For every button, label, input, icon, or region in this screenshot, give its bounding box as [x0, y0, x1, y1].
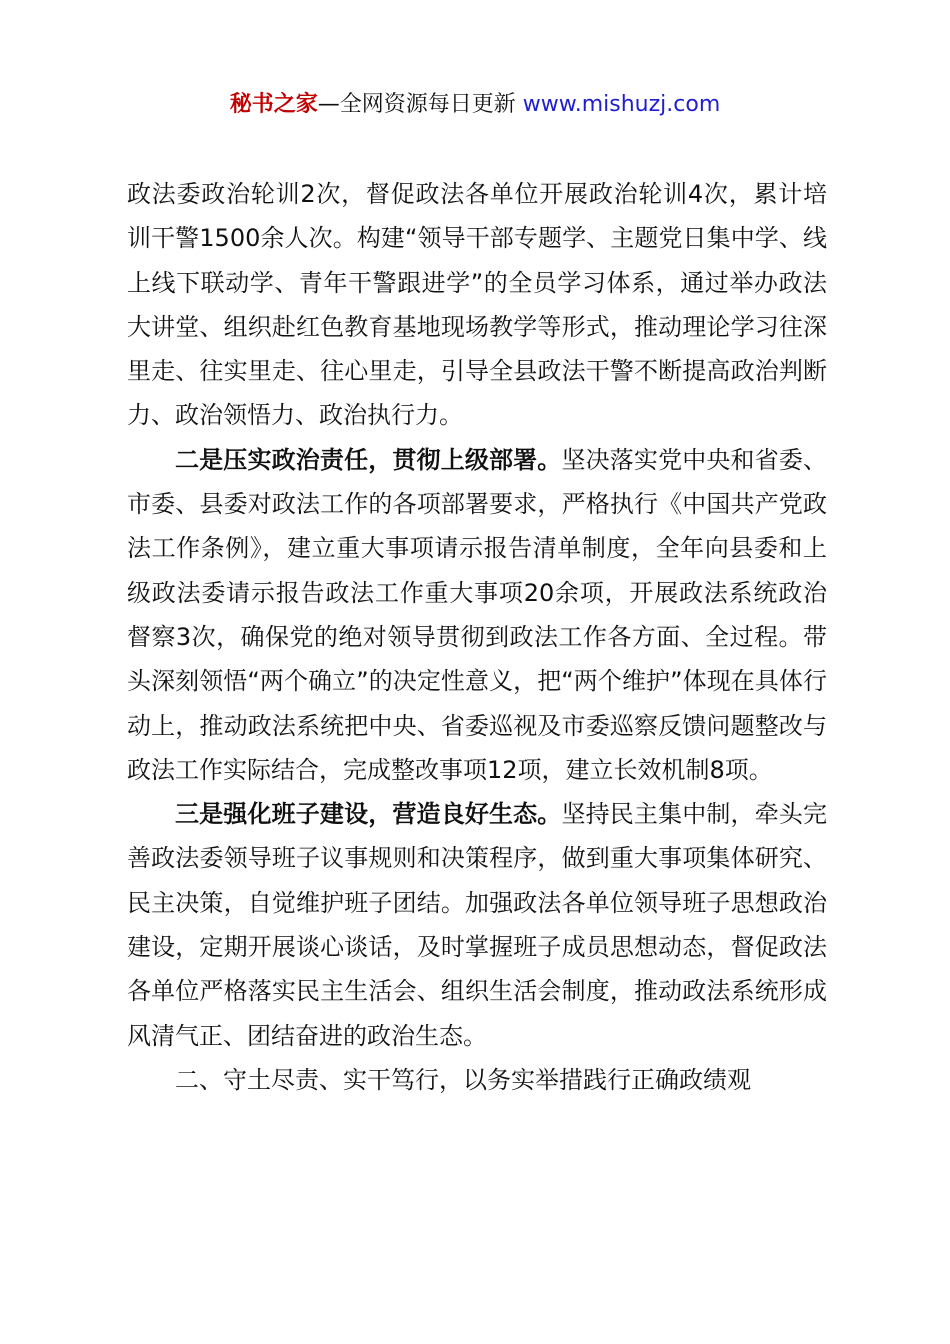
document-body — [127, 172, 827, 1102]
paragraph-political-responsibility — [127, 438, 827, 792]
section-heading — [127, 1058, 827, 1102]
section-heading-text: 二、守土尽责、实干笃行，以务实举措践行正确政绩观 — [175, 1065, 751, 1094]
site-url[interactable]: www.mishuzj.com — [522, 92, 721, 117]
paragraph-lead: 二是压实政治责任，贯彻上级部署。 — [175, 445, 562, 474]
paragraph-team-building — [127, 792, 827, 1058]
site-header — [0, 88, 950, 122]
site-brand: 秘书之家 — [229, 92, 318, 117]
site-tagline: —全网资源每日更新 — [317, 92, 516, 117]
paragraph-text: 政法委政治轮训2次，督促政法各单位开展政治轮训4次，累计培训干警1500余人次。构建“领导干部专题学、主题党日集中学、线上线下联动学、青年干警跟进学”的全员学习体系，通过举办政法大讲堂、组织赴红色教育基地现场教学等形式，推动理论学习往深里走、往实里走、往心里走，引导全县政法干警不断提高政治判断力、政治领悟力、政治执行力。 — [127, 180, 827, 430]
paragraph-text: 坚决落实党中央和省委、市委、县委对政法工作的各项部署要求，严格执行《中国共产党政法工作条例》，建立重大事项请示报告清单制度，全年向县委和上级政法委请示报告政法工作重大事项20余项，开展政法系统政治督察3次，确保党的绝对领导贯彻到政法工作各方面、全过程。带头深刻领悟“两个确立”的决定性意义，把“两个维护”体现在具体行动上，推动政法系统把中央、省委巡视及市委巡察反馈问题整改与政法工作实际结合，完成整改事项12项，建立长效机制8项。 — [127, 445, 828, 784]
paragraph-continued — [127, 172, 827, 438]
paragraph-lead: 三是强化班子建设，营造良好生态。 — [175, 800, 562, 829]
paragraph-text: 坚持民主集中制，牵头完善政法委领导班子议事规则和决策程序，做到重大事项集体研究、民主决策，自觉维护班子团结。加强政法各单位领导班子思想政治建设，定期开展谈心谈话，及时掌握班子成员思想动态，督促政法各单位严格落实民主生活会、组织生活会制度，推动政法系统形成风清气正、团结奋进的政治生态。 — [127, 800, 828, 1050]
